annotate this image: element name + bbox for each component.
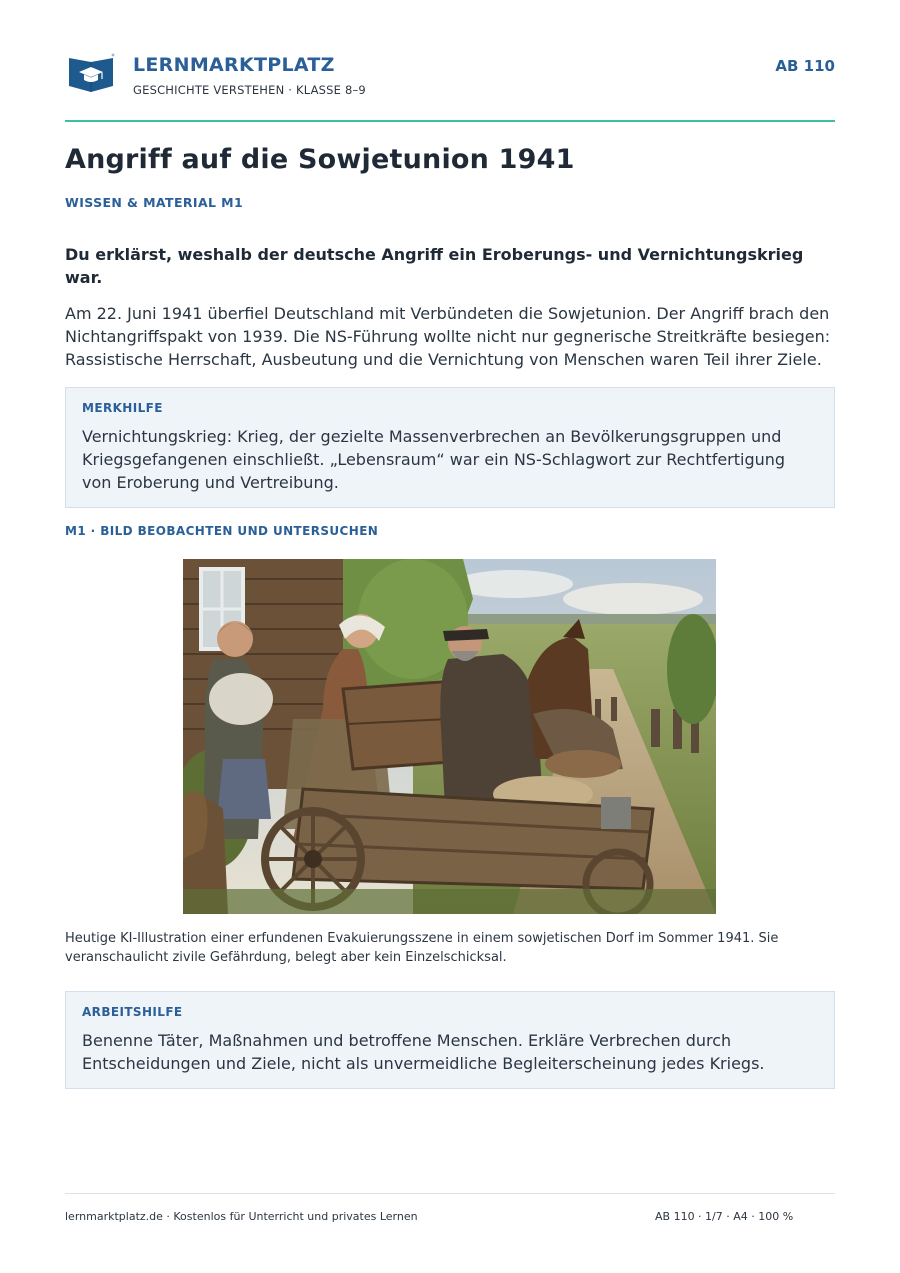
page-header [65, 50, 835, 110]
footer-page-info: AB 110 · 1/7 · A4 · 100 % [655, 1210, 794, 1223]
learning-goal: Du erklärst, weshalb der deutsche Angriff ein Eroberungs- und Vernichtungskrieg war. [65, 245, 804, 287]
sheet-code: AB 110 [775, 57, 835, 75]
section-kicker: WISSEN & MATERIAL M1 [65, 195, 244, 210]
evacuation-scene-illustration [183, 559, 716, 914]
material-label: M1 · BILD BEOBACHTEN UND UNTERSUCHEN [65, 524, 379, 538]
graduation-cap-book-icon [67, 52, 115, 94]
merkhilfe-label: MERKHILFE [82, 401, 163, 415]
arbeitshilfe-label: ARBEITSHILFE [82, 1005, 183, 1019]
merkhilfe-text: Vernichtungskrieg: Krieg, der gezielte Massenverbrechen an Bevölkerungsgruppen und Kriegsgefangenen einschließt. „Lebensraum“ war ein NS-Schlagwort zur Rechtfertigung von Eroberung und Vertreibung. [82, 427, 786, 492]
brand-subtitle: GESCHICHTE VERSTEHEN · KLASSE 8–9 [133, 83, 366, 97]
footer-website-link[interactable]: lernmarktplatz.de · Kostenlos für Unterricht und privates Lernen [65, 1210, 418, 1223]
arbeitshilfe-text: Benenne Täter, Maßnahmen und betroffene Menschen. Erkläre Verbrechen durch Entscheidungen und Ziele, nicht als unvermeidliche Begleiterscheinung jedes Kriegs. [82, 1031, 765, 1073]
arbeitshilfe-box [65, 991, 835, 1089]
intro-paragraph: Am 22. Juni 1941 überfiel Deutschland mit Verbündeten die Sowjetunion. Der Angriff brach den Nichtangriffspakt von 1939. Die NS-Führung wollte nicht nur gegnerische Streitkräfte besiegen: Rassistische Herrschaft, Ausbeutung und die Vernichtung von Menschen waren Teil ihrer Ziele. [65, 304, 831, 369]
header-divider [65, 120, 835, 122]
brand-name: LERNMARKTPLATZ [133, 54, 335, 76]
image-caption: Heutige KI-Illustration einer erfundenen Evakuierungsszene in einem sowjetischen Dorf im Sommer 1941. Sie veranschaulicht zivile Gefährdung, belegt aber kein Einzelschicksal. [65, 931, 779, 965]
page-title: Angriff auf die Sowjetunion 1941 [65, 144, 575, 175]
footer-divider [65, 1193, 835, 1194]
merkhilfe-box [65, 387, 835, 508]
